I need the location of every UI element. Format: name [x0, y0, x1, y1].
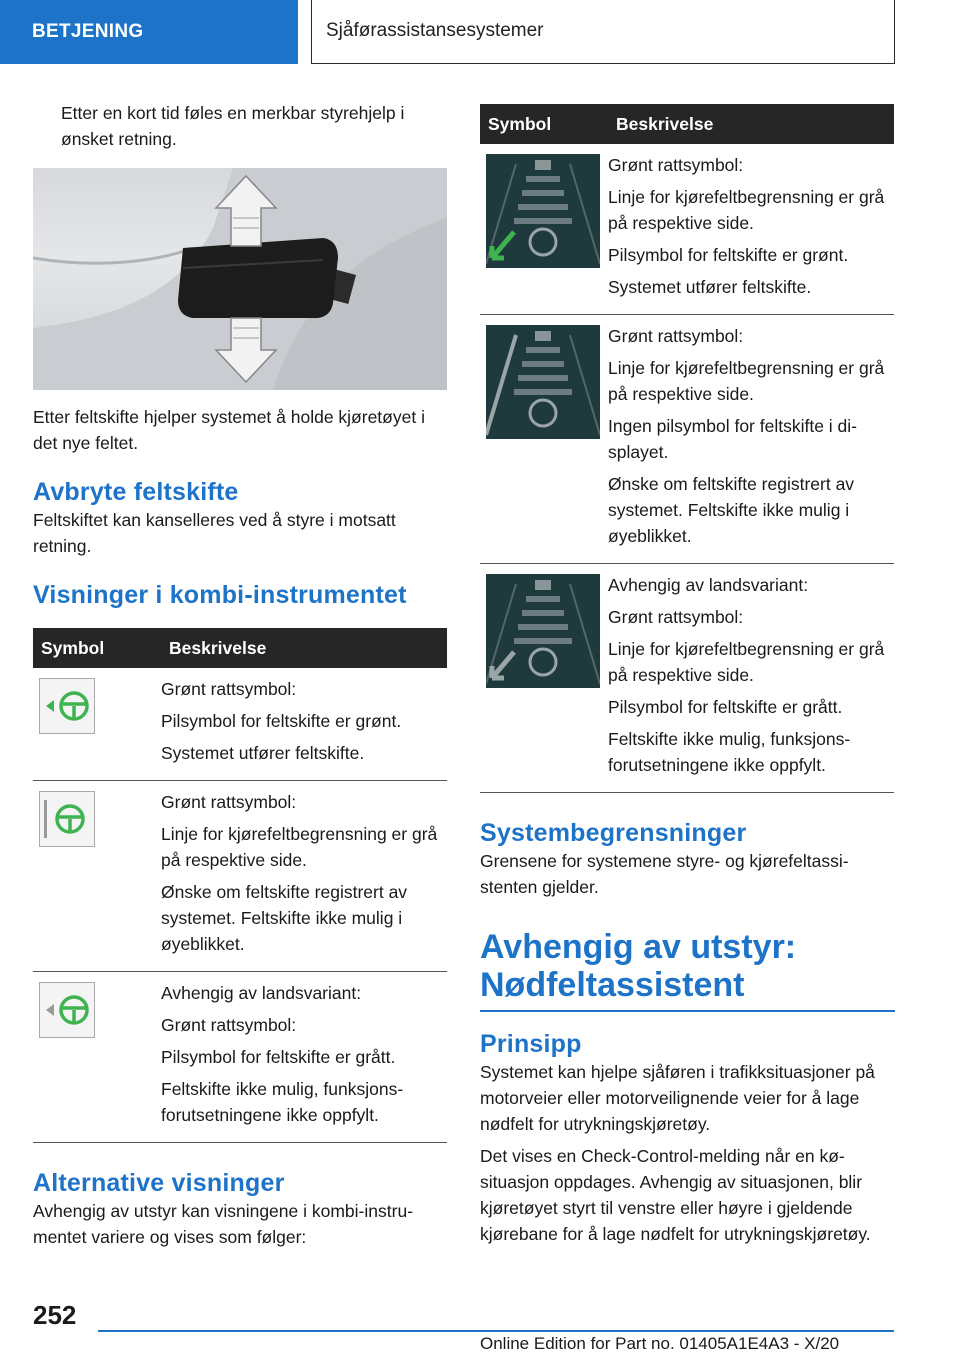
green-steering-arrow-icon — [39, 678, 95, 734]
row-line: Feltskifte ikke mulig, funksjonsforutsetningene ikke oppfylt. — [161, 1079, 404, 1125]
row-line: Linje for kjørefeltbegrensning er grå på respektive side. — [608, 358, 885, 404]
row-line: Pilsymbol for feltskifte er grønt. — [608, 245, 849, 265]
row-line: Linje for kjørefeltbegrensning er grå på respektive side. — [608, 639, 885, 685]
after-photo-text: Etter feltskifte hjelper systemet å holde kjøretøyet i det nye feltet. — [33, 407, 425, 453]
footer-rule — [98, 1330, 894, 1332]
display-table-left — [33, 628, 447, 1143]
row-line: Pilsymbol for feltskifte er grått. — [161, 1047, 396, 1067]
display-table-right — [480, 104, 894, 793]
limits-text: Grensene for systemene styre- og kjørefeltassistenten gjelder. — [480, 851, 849, 897]
cluster-lane-change-gray-icon — [486, 574, 600, 688]
heading-rule — [480, 1010, 895, 1012]
heading-abort: Avbryte feltskifte — [33, 478, 239, 506]
cluster-lane-change-green-icon — [486, 154, 600, 268]
heading-principle: Prinsipp — [480, 1030, 582, 1058]
principle-text-1: Systemet kan hjelpe sjåføren i trafikksituasjoner på motorveier eller motorveilignende veier for å lage nødfelt for utrykningskjøretøy. — [480, 1062, 875, 1134]
table-row — [480, 315, 894, 564]
row-line: Ønske om feltskifte registrert av systemet. Feltskifte ikke mulig i øyeblikket. — [161, 882, 408, 954]
page-number: 252 — [33, 1300, 77, 1330]
stalk-illustration — [33, 168, 447, 390]
row-line: Grønt rattsymbol: — [161, 679, 297, 699]
row-line: Pilsymbol for feltskifte er grønt. — [161, 711, 402, 731]
col-symbol: Symbol — [480, 104, 608, 144]
header-chapter: Sjåførassistansesystemer — [311, 0, 895, 64]
table-row — [480, 144, 894, 315]
row-line: Avhengig av landsvariant: — [161, 983, 362, 1003]
steering-stalk-photo — [33, 168, 447, 390]
heading-limits: Systembegrensninger — [480, 819, 747, 847]
abort-text: Feltskiftet kan kanselleres ved å styre i motsatt retning. — [33, 510, 396, 556]
row-line: Feltskifte ikke mulig, funksjonsforutsetningene ikke oppfylt. — [608, 729, 851, 775]
row-line: Grønt rattsymbol: — [608, 607, 744, 627]
green-steering-lane-icon — [39, 791, 95, 847]
table-row — [33, 781, 447, 972]
footer-edition: Online Edition for Part no. 01405A1E4A3 - X/20 — [480, 1334, 840, 1353]
row-line: Grønt rattsymbol: — [161, 792, 297, 812]
heading-display: Visninger i kombi-instrumentet — [33, 581, 407, 609]
intro-text: Etter en kort tid føles en merkbar styrehjelp i ønsket retning. — [61, 103, 405, 149]
row-line: Systemet utfører feltskifte. — [161, 743, 365, 763]
row-line: Grønt rattsymbol: — [161, 1015, 297, 1035]
col-symbol: Symbol — [33, 628, 161, 668]
row-line: Ingen pilsymbol for feltskifte i displayet. — [608, 416, 857, 462]
row-line: Linje for kjørefeltbegrensning er grå på respektive side. — [161, 824, 438, 870]
heading-alternative: Alternative visninger — [33, 1169, 285, 1197]
row-line: Avhengig av landsvariant: — [608, 575, 809, 595]
row-line: Pilsymbol for feltskifte er grått. — [608, 697, 843, 717]
row-line: Systemet utfører feltskifte. — [608, 277, 812, 297]
principle-text-2: Det vises en Check-Control-melding når en køsituasjon oppdages. Avhengig av situasjonen, blir kjøretøyet styrt til venstre eller høyre i gjeldende kjørebane for å lage nødfelt for utrykningskjøretøy. — [480, 1146, 871, 1244]
row-line: Grønt rattsymbol: — [608, 155, 744, 175]
row-line: Grønt rattsymbol: — [608, 326, 744, 346]
cluster-lane-boundary-icon — [486, 325, 600, 439]
row-line: Linje for kjørefeltbegrensning er grå på respektive side. — [608, 187, 885, 233]
heading-main-line2: Nødfeltassistent — [480, 966, 745, 1004]
header-section: BETJENING — [0, 0, 298, 64]
table-row — [33, 972, 447, 1143]
left-column — [33, 100, 447, 1250]
col-description: Beskrivelse — [161, 628, 447, 668]
table-row — [33, 668, 447, 781]
alternative-text: Avhengig av utstyr kan visningene i kombi-instrumentet variere og vises som følger: — [33, 1201, 414, 1247]
right-column — [480, 104, 895, 1247]
green-steering-gray-arrow-icon — [39, 982, 95, 1038]
table-row — [480, 564, 894, 793]
col-description: Beskrivelse — [608, 104, 894, 144]
row-line: Ønske om feltskifte registrert av systemet. Feltskifte ikke mulig i øyeblikket. — [608, 474, 855, 546]
heading-main-line1: Avhengig av utstyr: — [480, 928, 797, 966]
